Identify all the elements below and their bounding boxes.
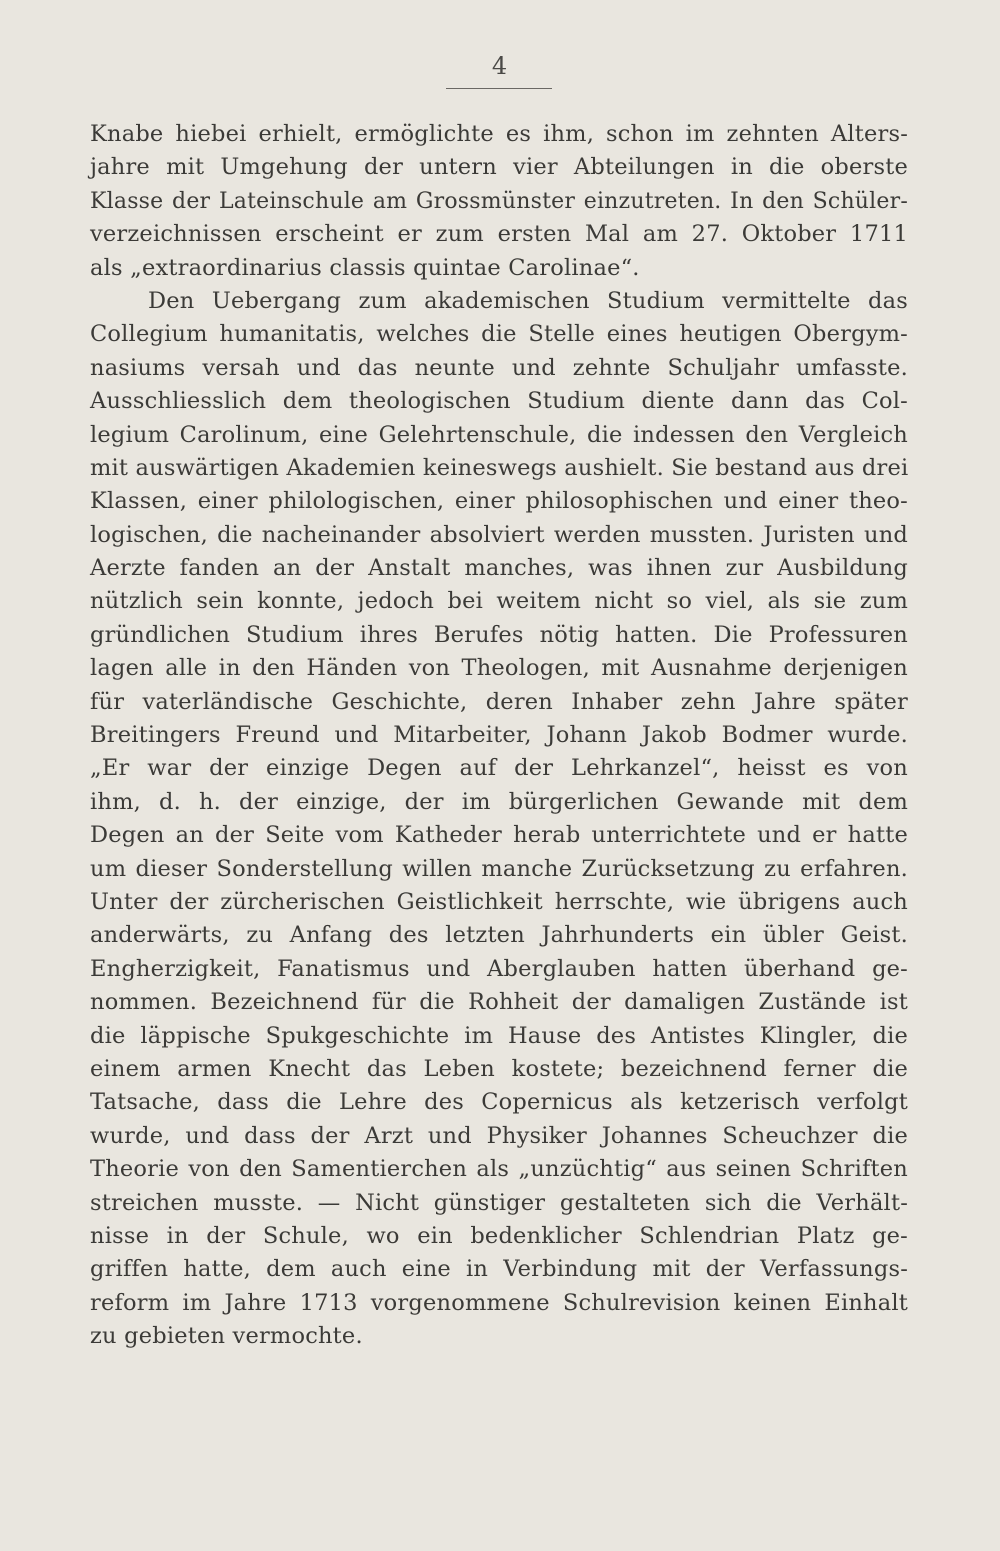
text-line: nasiums versah und das neunte und zehnte Schuljahr umfasste. — [90, 354, 908, 381]
text-line: Theorie von den Samentierchen als „unzüchtig“ aus seinen Schriften — [90, 1156, 908, 1183]
text-line: nommen. Bezeichnend für die Rohheit der damaligen Zustände ist — [90, 989, 908, 1016]
header-rule — [446, 88, 552, 89]
text-line: Unter der zürcherischen Geistlichkeit herrschte, wie übrigens auch — [90, 888, 908, 915]
text-line: Knabe hiebei erhielt, ermöglichte es ihm, schon im zehnten Alters- — [90, 121, 908, 147]
text-line: Collegium humanitatis, welches die Stelle eines heutigen Obergym- — [90, 321, 908, 348]
text-line: einem armen Knecht das Leben kostete; bezeichnend ferner die — [90, 1055, 908, 1082]
text-line: „Er war der einzige Degen auf der Lehrkanzel“, heisst es von — [90, 755, 908, 782]
text-line: Den Uebergang zum akademischen Studium vermittelte das — [148, 287, 908, 314]
text-line: als „extraordinarius classis quintae Carolinae“. — [90, 254, 640, 281]
text-line: ihm, d. h. der einzige, der im bürgerlichen Gewande mit dem — [90, 788, 908, 815]
text-line: wurde, und dass der Arzt und Physiker Johannes Scheuchzer die — [90, 1122, 908, 1149]
text-line: Klassen, einer philologischen, einer philosophischen und einer theo- — [90, 488, 908, 515]
text-line: nisse in der Schule, wo ein bedenklicher Schlendrian Platz ge- — [90, 1222, 908, 1249]
body-text — [90, 118, 908, 1353]
text-line: griffen hatte, dem auch eine in Verbindung mit der Verfassungs- — [90, 1256, 908, 1283]
text-line: Aerzte fanden an der Anstalt manches, was ihnen zur Ausbildung — [90, 555, 908, 582]
text-line: lagen alle in den Händen von Theologen, mit Ausnahme derjenigen — [90, 655, 908, 682]
text-line: reform im Jahre 1713 vorgenommene Schulrevision keinen Einhalt — [90, 1289, 908, 1316]
text-line: Engherzigkeit, Fanatismus und Aberglauben hatten überhand ge- — [90, 955, 908, 982]
text-line: die läppische Spukgeschichte im Hause des Antistes Klingler, die — [90, 1022, 908, 1049]
text-line: Klasse der Lateinschule am Grossmünster einzutreten. In den Schüler- — [90, 188, 908, 214]
text-line: um dieser Sonderstellung willen manche Zurücksetzung zu erfahren. — [90, 855, 908, 882]
text-line: Degen an der Seite vom Katheder herab unterrichtete und er hatte — [90, 822, 908, 849]
text-line: legium Carolinum, eine Gelehrtenschule, die indessen den Vergleich — [90, 421, 908, 448]
page-number: 4 — [491, 52, 509, 80]
text-line: Ausschliesslich dem theologischen Studium diente dann das Col- — [90, 388, 908, 415]
text-line: nützlich sein konnte, jedoch bei weitem nicht so viel, als sie zum — [90, 588, 908, 615]
text-line: Breitingers Freund und Mitarbeiter, Johann Jakob Bodmer wurde. — [90, 722, 908, 749]
text-line: zu gebieten vermochte. — [90, 1323, 363, 1350]
text-line: Tatsache, dass die Lehre des Copernicus als ketzerisch verfolgt — [90, 1089, 908, 1116]
text-line: mit auswärtigen Akademien keineswegs aushielt. Sie bestand aus drei — [90, 454, 909, 481]
text-line: anderwärts, zu Anfang des letzten Jahrhunderts ein übler Geist. — [90, 922, 908, 949]
text-line: logischen, die nacheinander absolviert werden mussten. Juristen und — [90, 521, 908, 548]
text-line: gründlichen Studium ihres Berufes nötig hatten. Die Professuren — [90, 621, 908, 648]
text-line: streichen musste. — Nicht günstiger gestalteten sich die Verhält- — [90, 1189, 908, 1216]
text-line: für vaterländische Geschichte, deren Inhaber zehn Jahre später — [90, 688, 908, 715]
text-line: verzeichnissen erscheint er zum ersten Mal am 27. Oktober 1711 — [90, 221, 908, 248]
text-line: jahre mit Umgehung der untern vier Abteilungen in die oberste — [90, 154, 908, 181]
